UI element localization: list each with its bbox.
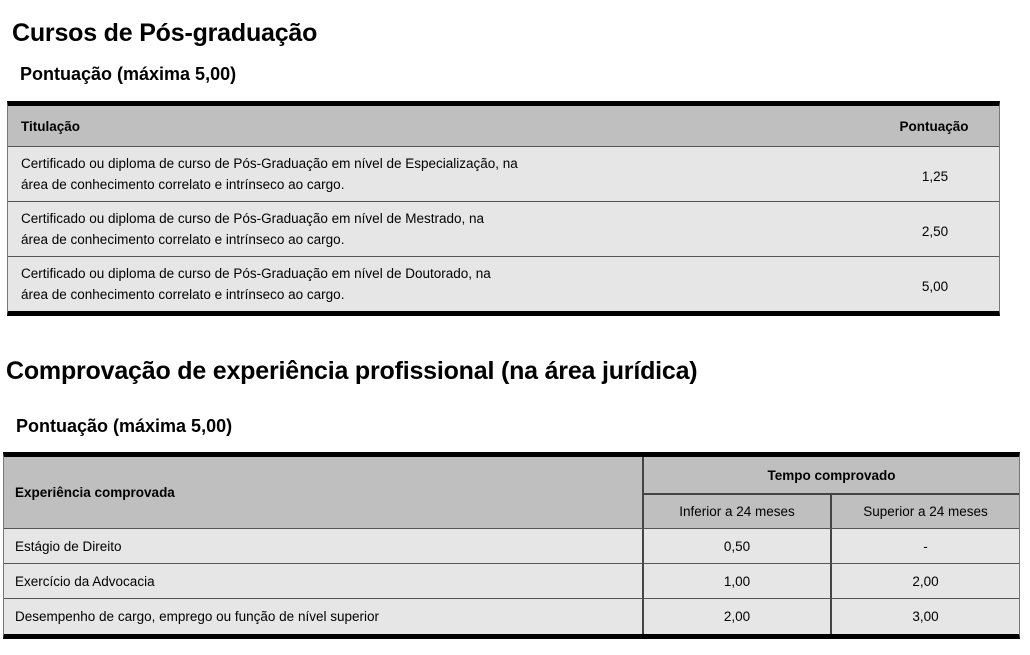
row-value-less: 2,00 — [644, 599, 832, 634]
section1-title: Cursos de Pós-graduação — [12, 19, 318, 47]
experience-table-header — [4, 457, 1019, 529]
header-experiencia: Experiência comprovada — [4, 457, 644, 528]
row-description — [8, 153, 875, 195]
row-line: Certificado ou diploma de curso de Pós-Graduação em nível de Especialização, na — [21, 156, 518, 171]
section1-subtitle: Pontuação (máxima 5,00) — [20, 64, 237, 84]
section2-title: Comprovação de experiência profissional (na área jurídica) — [6, 357, 698, 385]
row-line: área de conhecimento correlato e intrínseco ao cargo. — [21, 177, 345, 192]
table-row — [8, 202, 999, 257]
experience-table — [3, 452, 1020, 639]
row-value-more: - — [923, 538, 928, 554]
row-value-more: 3,00 — [912, 609, 939, 624]
row-experience: Exercício da Advocacia — [4, 564, 644, 598]
header-tempo: Tempo comprovado — [644, 457, 1019, 495]
row-score: 2,50 — [921, 223, 949, 239]
row-line: área de conhecimento correlato e intrínseco ao cargo. — [21, 232, 345, 247]
row-value-less: 0,50 — [644, 529, 832, 563]
row-value-more: 2,00 — [912, 573, 939, 589]
header-pontuacao: Pontuação — [899, 118, 969, 134]
table-row — [4, 564, 1019, 599]
row-line: Certificado ou diploma de curso de Pós-Graduação em nível de Mestrado, na — [21, 211, 485, 226]
section2-subtitle: Pontuação (máxima 5,00) — [16, 416, 233, 436]
header-inferior: Inferior a 24 meses — [644, 495, 832, 528]
row-value-less: 1,00 — [644, 564, 832, 598]
table-row — [4, 599, 1019, 634]
header-titulacao: Titulação — [21, 118, 81, 134]
row-score: 5,00 — [921, 278, 949, 294]
table-row — [4, 529, 1019, 564]
header-subcolumns — [644, 495, 1019, 528]
table-row — [8, 147, 999, 202]
postgrad-table — [7, 101, 1000, 316]
postgrad-table-header — [8, 106, 999, 147]
row-experience: Desempenho de cargo, emprego ou função de nível superior — [4, 599, 644, 634]
header-superior: Superior a 24 meses — [863, 504, 988, 519]
row-description — [8, 208, 875, 250]
row-description — [8, 263, 875, 305]
row-line: área de conhecimento correlato e intrínseco ao cargo. — [21, 287, 345, 302]
table-row — [8, 257, 999, 311]
header-tempo-group — [644, 457, 1019, 528]
row-score: 1,25 — [921, 168, 949, 184]
row-experience: Estágio de Direito — [4, 529, 644, 563]
row-line: Certificado ou diploma de curso de Pós-Graduação em nível de Doutorado, na — [21, 266, 491, 281]
